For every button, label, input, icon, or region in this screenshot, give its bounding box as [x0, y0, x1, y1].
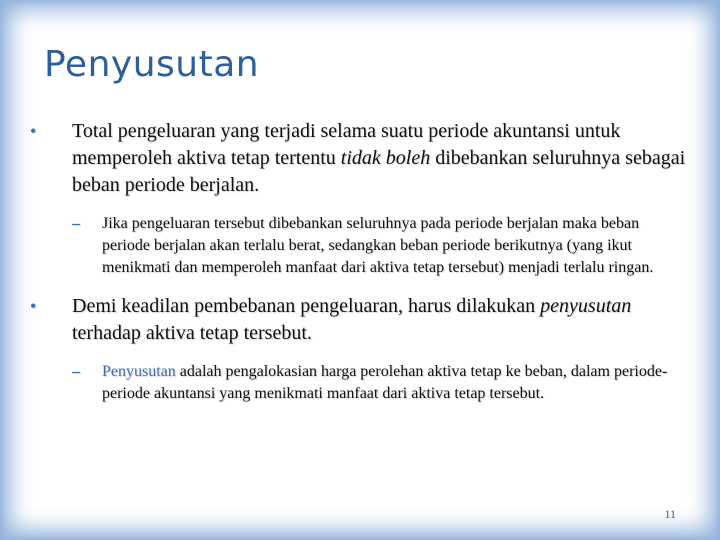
bullet-1-italic: tidak boleh	[340, 147, 431, 169]
sub-bullet-1	[30, 213, 690, 279]
sub-bullet-1-text: Jika pengeluaran tersebut dibebankan seluruhnya pada periode berjalan maka beban periode berjalan akan terlalu berat, sedangkan beban periode berikutnya (yang ikut menikmati dan memperoleh manfaat dari aktiva tetap tersebut) menjadi terlalu ringan.	[102, 215, 654, 276]
bullet-2	[30, 293, 690, 347]
bullet-2-text-a: Demi keadilan pembebanan pengeluaran, harus dilakukan	[72, 295, 541, 317]
bullet-dot-icon: •	[30, 121, 37, 141]
bullet-dot-icon: •	[30, 296, 37, 316]
bullet-2-italic: penyusutan	[540, 295, 632, 317]
bullet-1	[30, 118, 690, 199]
page-number: 11	[664, 507, 676, 521]
slide-title: Penyusutan	[44, 44, 260, 85]
sub-bullet-2	[30, 361, 690, 405]
sub-bullet-2-highlight: Penyusutan	[102, 363, 176, 380]
dash-icon: –	[72, 215, 80, 232]
dash-icon: –	[72, 363, 80, 380]
bullet-1-text-a: Total pengeluaran yang terjadi selama suatu periode akuntansi untuk memperoleh aktiva tetap tertentu	[72, 120, 621, 169]
bullet-2-text-b: terhadap aktiva tetap tersebut.	[72, 322, 312, 344]
sub-bullet-2-text: adalah pengalokasian harga perolehan aktiva tetap ke beban, dalam periode-periode akuntansi yang menikmati manfaat dari aktiva tetap tersebut.	[102, 363, 668, 402]
slide-body	[30, 118, 690, 419]
bullet-1-text-b: dibebankan seluruhnya sebagai beban periode berjalan.	[72, 147, 686, 196]
